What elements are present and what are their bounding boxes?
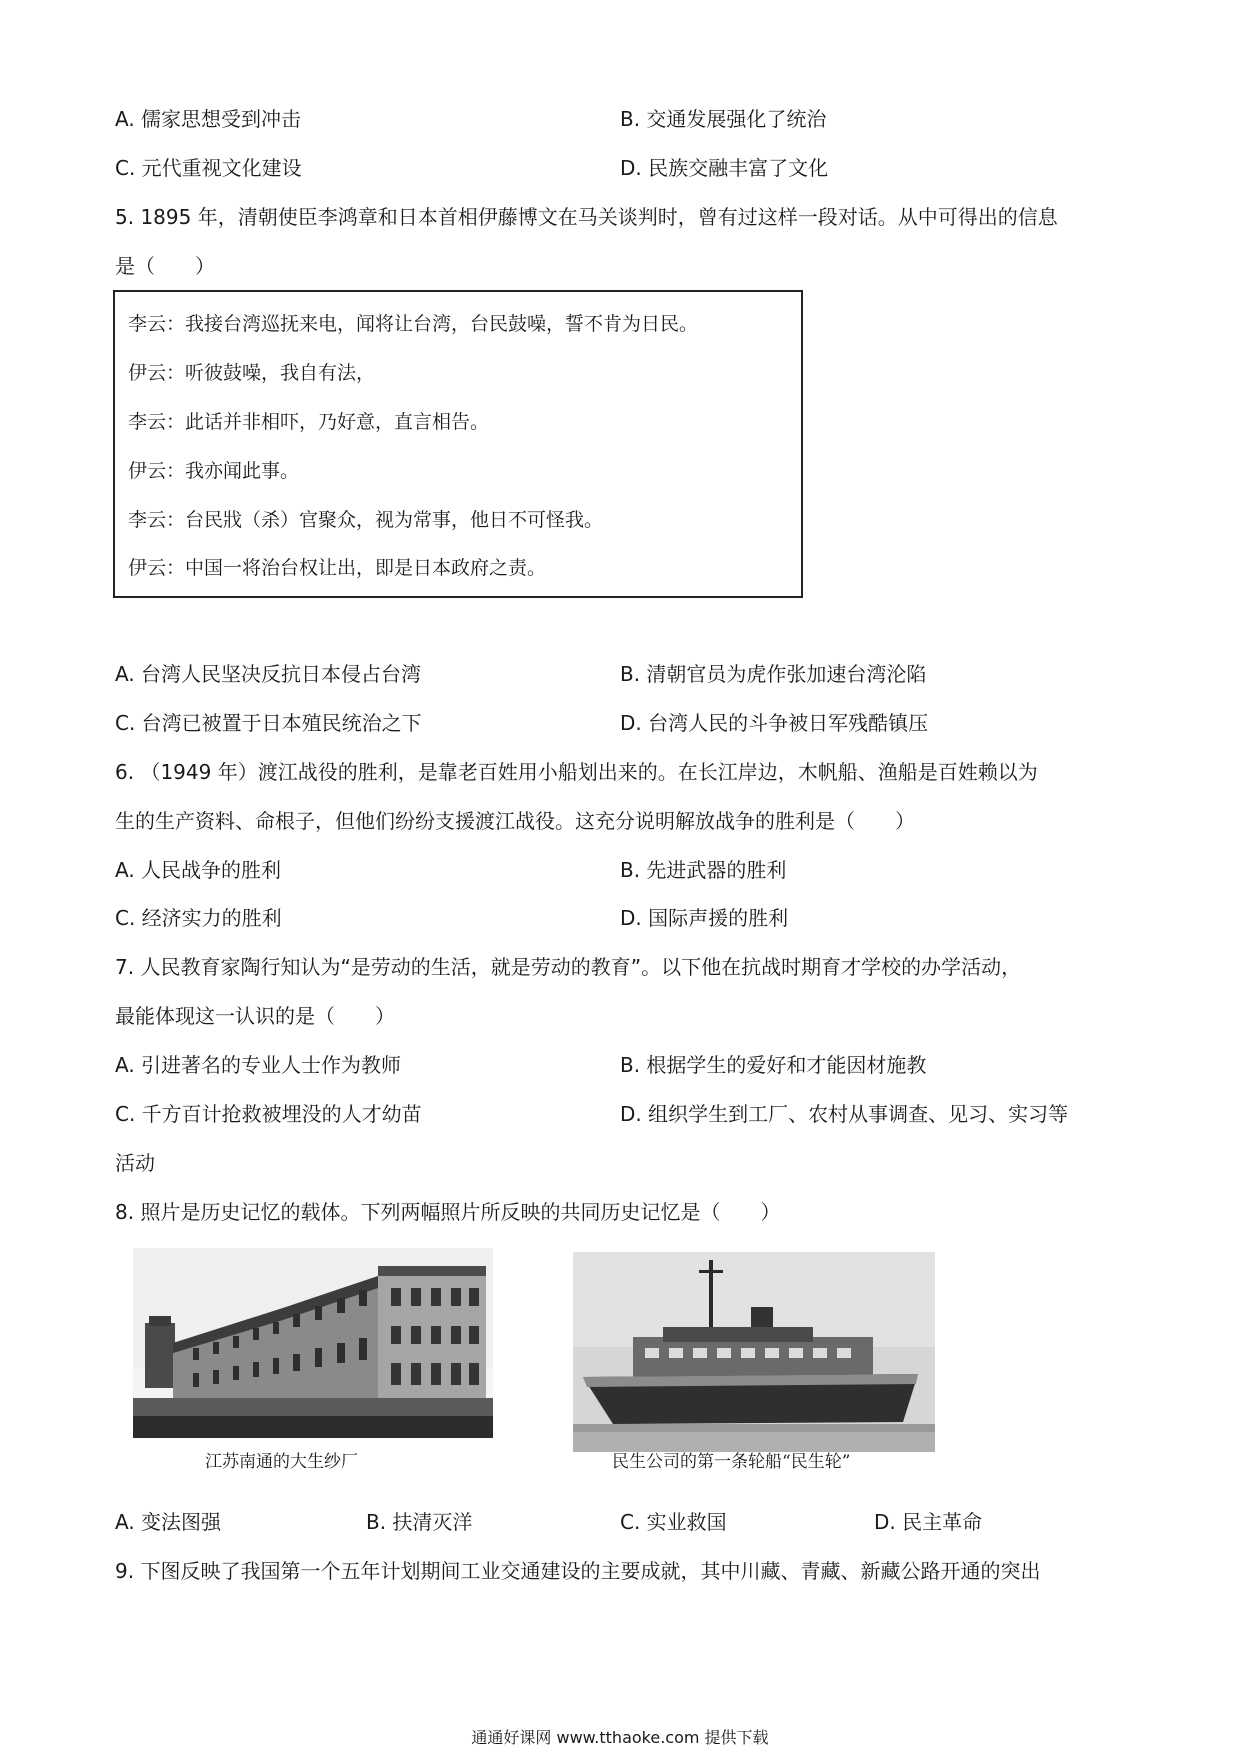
q4-option-c: C. 元代重视文化建设 bbox=[115, 156, 302, 180]
q7-option-b: B. 根据学生的爱好和才能因材施教 bbox=[620, 1053, 927, 1077]
dialogue-line: 伊云：听彼鼓噪，我自有法， bbox=[128, 362, 376, 384]
q8-option-a: A. 变法图强 bbox=[115, 1510, 222, 1534]
q7-stem-line1: 7. 人民教育家陶行知认为“是劳动的生活，就是劳动的教育”。以下他在抗战时期育才学校的办学活动， bbox=[115, 955, 1022, 979]
q5-stem-line1: 5. 1895 年，清朝使臣李鸿章和日本首相伊藤博文在马关谈判时，曾有过这样一段对话。从中可得出的信息 bbox=[115, 205, 1058, 229]
q8-stem: 8. 照片是历史记忆的载体。下列两幅照片所反映的共同历史记忆是（ ） bbox=[115, 1200, 781, 1224]
q8-option-b: B. 扶清灭洋 bbox=[366, 1510, 473, 1534]
q4-option-b: B. 交通发展强化了统治 bbox=[620, 107, 827, 131]
footer-download-note: 通通好课网 www.tthaoke.com 提供下载 bbox=[471, 1728, 769, 1747]
steamship-photo bbox=[573, 1252, 935, 1452]
q4-option-a: A. 儒家思想受到冲击 bbox=[115, 107, 302, 131]
q5-option-d: D. 台湾人民的斗争被日军残酷镇压 bbox=[620, 711, 929, 735]
q7-option-c: C. 千方百计抢救被埋没的人才幼苗 bbox=[115, 1102, 422, 1126]
dialogue-line: 李云：我接台湾巡抚来电，闻将让台湾，台民鼓噪，誓不肯为日民。 bbox=[128, 313, 699, 335]
q6-stem-line2: 生的生产资料、命根子，但他们纷纷支援渡江战役。这充分说明解放战争的胜利是（ ） bbox=[115, 809, 915, 833]
q7-option-d: D. 组织学生到工厂、农村从事调查、见习、实习等 bbox=[620, 1102, 1069, 1126]
q5-dialogue-box bbox=[113, 290, 803, 598]
q5-option-c: C. 台湾已被置于日本殖民统治之下 bbox=[115, 711, 422, 735]
textile-mill-photo bbox=[133, 1248, 493, 1438]
q6-option-b: B. 先进武器的胜利 bbox=[620, 858, 787, 882]
q5-option-a: A. 台湾人民坚决反抗日本侵占台湾 bbox=[115, 662, 422, 686]
q4-option-d: D. 民族交融丰富了文化 bbox=[620, 156, 829, 180]
q7-option-a: A. 引进著名的专业人士作为教师 bbox=[115, 1053, 402, 1077]
q6-option-c: C. 经济实力的胜利 bbox=[115, 906, 282, 930]
q8-option-d: D. 民主革命 bbox=[874, 1510, 983, 1534]
q6-stem-line1: 6. （1949 年）渡江战役的胜利，是靠老百姓用小船划出来的。在长江岸边，木帆船、渔船是百姓赖以为 bbox=[115, 760, 1038, 784]
steamship-caption: 民生公司的第一条轮船“民生轮” bbox=[612, 1452, 851, 1472]
dialogue-line: 李云：台民戕（杀）官聚众，视为常事，他日不可怪我。 bbox=[128, 509, 604, 531]
textile-mill-caption: 江苏南通的大生纱厂 bbox=[205, 1452, 358, 1472]
q9-stem-line1: 9. 下图反映了我国第一个五年计划期间工业交通建设的主要成就，其中川藏、青藏、新藏公路开通的突出 bbox=[115, 1559, 1041, 1583]
q7-stem-line2: 最能体现这一认识的是（ ） bbox=[115, 1004, 395, 1028]
q8-option-c: C. 实业救国 bbox=[620, 1510, 727, 1534]
q5-stem-line2: 是（ ） bbox=[115, 254, 215, 278]
q7-option-d-continuation: 活动 bbox=[115, 1151, 155, 1175]
q6-option-a: A. 人民战争的胜利 bbox=[115, 858, 282, 882]
q5-option-b: B. 清朝官员为虎作张加速台湾沦陷 bbox=[620, 662, 927, 686]
dialogue-line: 伊云：中国一将治台权让出，即是日本政府之责。 bbox=[128, 557, 547, 579]
q6-option-d: D. 国际声援的胜利 bbox=[620, 906, 789, 930]
dialogue-line: 李云：此话并非相吓，乃好意，直言相告。 bbox=[128, 411, 490, 433]
dialogue-line: 伊云：我亦闻此事。 bbox=[128, 460, 300, 482]
